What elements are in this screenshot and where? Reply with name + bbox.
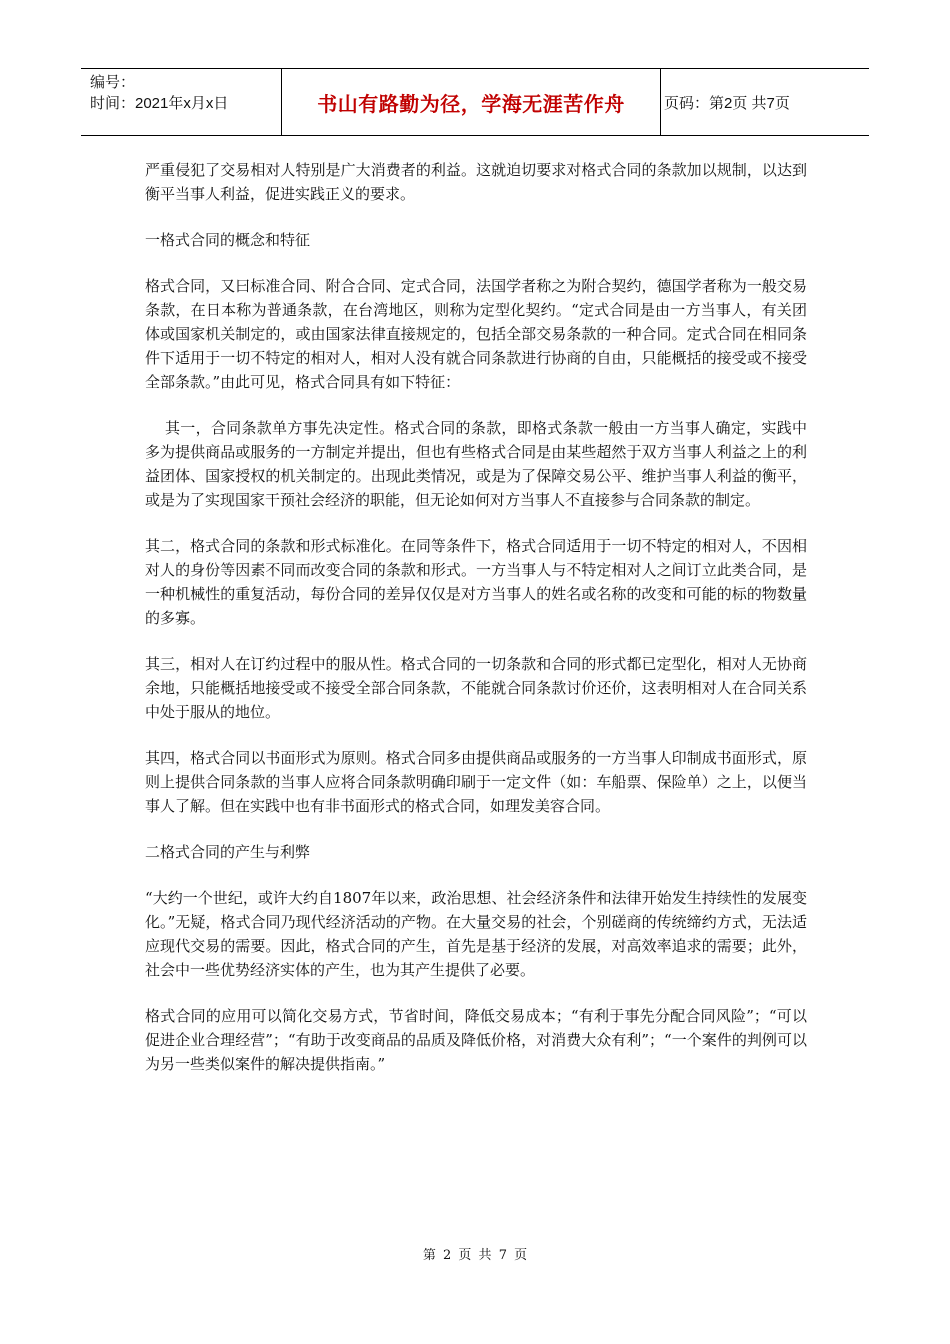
paragraph: 其四，格式合同以书面形式为原则。格式合同多由提供商品或服务的一方当事人印制成书面形式，原则上提供合同条款的当事人应将合同条款明确印刷于一定文件（如：车船票、保险单）之上，以便当事人了解。但在实践中也有非书面形式的格式合同，如理发美容合同。	[145, 749, 807, 815]
section-heading: 二格式合同的产生与利弊	[145, 843, 311, 861]
document-body	[145, 158, 807, 1098]
paragraph: 其一，合同条款单方事先决定性。格式合同的条款，即格式条款一般由一方当事人确定，实践中多为提供商品或服务的一方制定并提出，但也有些格式合同是由某些超然于双方当事人利益之上的利益团体、国家授权的机关制定的。出现此类情况，或是为了保障交易公平、维护当事人利益的衡平，或是为了实现国家干预社会经济的职能，但无论如何对方当事人不直接参与合同条款的制定。	[145, 419, 807, 509]
header-motto-cell	[281, 69, 661, 135]
page-info-text: 页码：第2页 共7页	[664, 94, 790, 112]
number-label: 编号：	[90, 74, 136, 91]
header-page-info	[661, 69, 869, 135]
time-label: 时间：2021年x月x日	[90, 95, 229, 112]
paragraph: 其三，相对人在订约过程中的服从性。格式合同的一切条款和合同的形式都已定型化，相对人无协商余地，只能概括地接受或不接受全部合同条款，不能就合同条款讨价还价，这表明相对人在合同关系中处于服从的地位。	[145, 655, 807, 721]
motto-text: 书山有路勤为径，学海无涯苦作舟	[317, 91, 625, 116]
paragraph: 严重侵犯了交易相对人特别是广大消费者的利益。这就迫切要求对格式合同的条款加以规制，以达到衡平当事人利益，促进实践正义的要求。	[145, 161, 807, 203]
paragraph: “大约一个世纪，或许大约自1807年以来，政治思想、社会经济条件和法律开始发生持续性的发展变化。”无疑，格式合同乃现代经济活动的产物。在大量交易的社会，个别磋商的传统缔约方式，无法适应现代交易的需要。因此，格式合同的产生，首先是基于经济的发展，对高效率追求的需要；此外，社会中一些优势经济实体的产生，也为其产生提供了必要。	[145, 889, 807, 979]
paragraph: 格式合同，又曰标准合同、附合合同、定式合同，法国学者称之为附合契约，德国学者称为一般交易条款，在日本称为普通条款，在台湾地区，则称为定型化契约。“定式合同是由一方当事人，有关团体或国家机关制定的，或由国家法律直接规定的，包括全部交易条款的一种合同。定式合同在相同条件下适用于一切不特定的相对人，相对人没有就合同条款进行协商的自由，只能概括的接受或不接受全部条款。”由此可见，格式合同具有如下特征：	[145, 277, 807, 391]
paragraph: 格式合同的应用可以简化交易方式，节省时间，降低交易成本；“有利于事先分配合同风险”；“可以促进企业合理经营”；“有助于改变商品的品质及降低价格，对消费大众有利”；“一个案件的判例可以为另一些类似案件的解决提供指南。”	[145, 1007, 807, 1073]
paragraph: 其二，格式合同的条款和形式标准化。在同等条件下，格式合同适用于一切不特定的相对人，不因相对人的身份等因素不同而改变合同的条款和形式。一方当事人与不特定相对人之间订立此类合同，是一种机械性的重复活动，每份合同的差异仅仅是对方当事人的姓名或名称的改变和可能的标的物数量的多寡。	[145, 537, 807, 627]
page-footer: 第 2 页 共 7 页	[422, 1248, 528, 1263]
header-meta	[81, 69, 281, 135]
page-header	[81, 68, 869, 136]
section-heading: 一格式合同的概念和特征	[145, 231, 311, 249]
